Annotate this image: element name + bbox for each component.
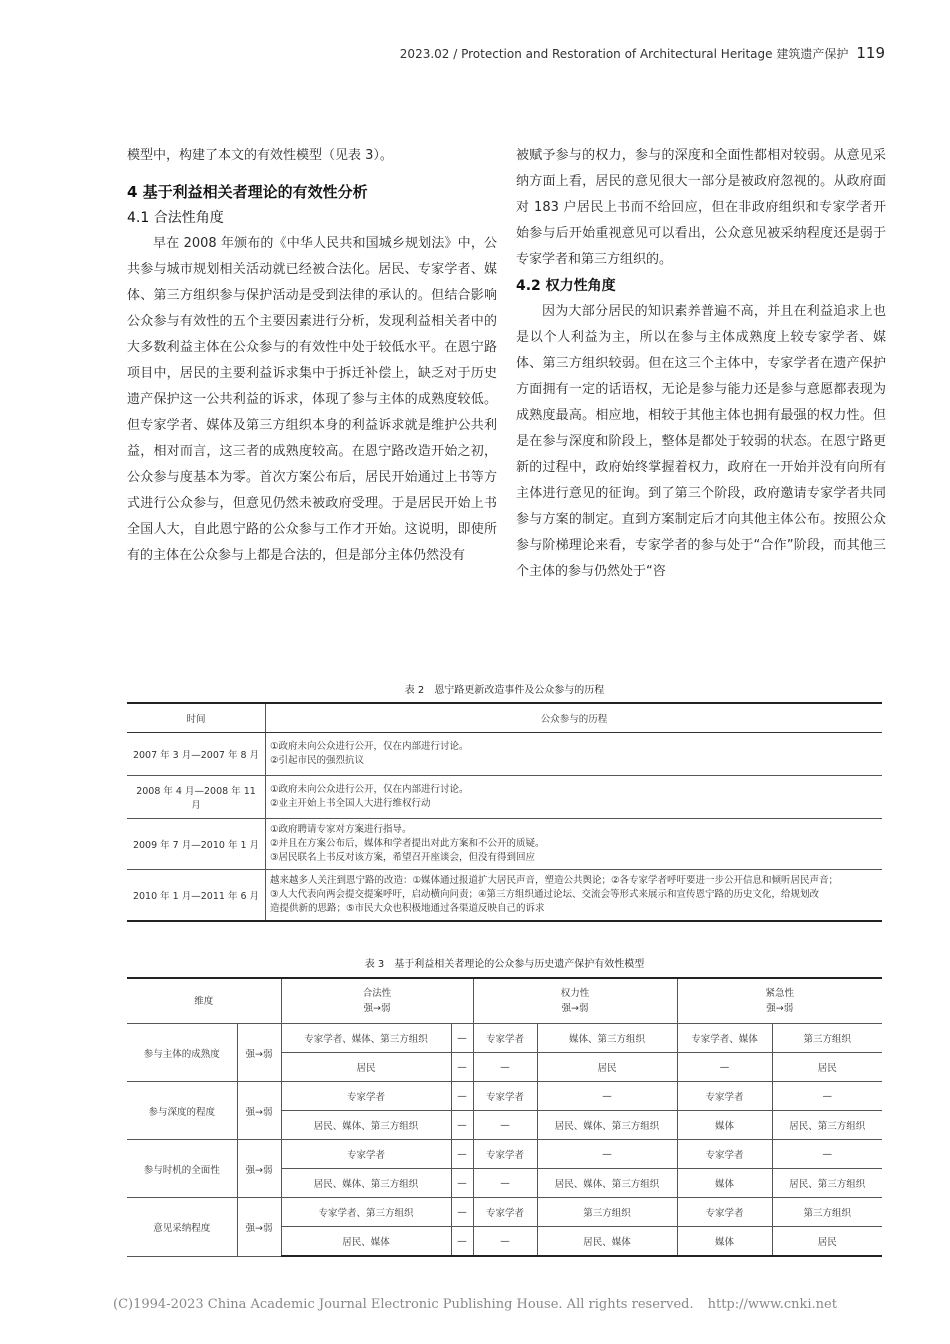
table-cell: — (451, 1227, 473, 1257)
copyright-footer (0, 1297, 950, 1312)
subsection-heading: 4.2 权力性角度 (516, 278, 616, 294)
table3 (127, 977, 882, 1257)
direction-cell: 强→弱 (237, 1140, 281, 1198)
table2 (127, 702, 882, 922)
event-line: ③人大代表向两会提交提案呼吁，启动横向问责；④第三方组织通过论坛、交流会等形式来展示和宣传恩宁路的历史文化，给规划改 (270, 889, 820, 900)
subsection-heading: 4.1 合法性角度 (127, 210, 224, 226)
direction-cell: 强→弱 (237, 1024, 281, 1082)
event-line: ③居民联名上书反对该方案，希望召开座谈会，但没有得到回应 (270, 852, 536, 863)
table-row (127, 733, 882, 776)
dimension-cell: 意见采纳程度 (127, 1198, 237, 1257)
table-cell: 居民、第三方组织 (772, 1111, 882, 1140)
table-cell: 专家学者 (281, 1082, 451, 1111)
table-cell: 专家学者 (473, 1082, 537, 1111)
cnki-link[interactable]: http://www.cnki.net (707, 1297, 837, 1312)
table-cell: 媒体 (677, 1169, 772, 1198)
event-line: 造提供新的思路；⑤市民大众也积极地通过各渠道反映自己的诉求 (270, 903, 545, 914)
direction-cell: 强→弱 (237, 1198, 281, 1257)
table-cell: 媒体、第三方组织 (537, 1024, 677, 1053)
column-header: 公众参与的历程 (266, 703, 883, 733)
table-cell: — (451, 1082, 473, 1111)
table-cell: 居民、媒体 (281, 1227, 451, 1257)
paragraph: 模型中，构建了本文的有效性模型（见表 3）。 (127, 148, 393, 163)
table-header-row (127, 978, 882, 1024)
left-column (127, 143, 497, 569)
dimension-cell: 参与主体的成熟度 (127, 1024, 237, 1082)
event-line: 越来越多人关注到恩宁路的改造：①媒体通过报道扩大居民声音，塑造公共舆论；②各专家学者呼吁要进一步公开信息和倾听居民声音； (270, 875, 839, 886)
time-cell: 2007 年 3 月—2007 年 8 月 (127, 733, 266, 776)
table-cell: — (537, 1082, 677, 1111)
table-cell: 第三方组织 (772, 1198, 882, 1227)
column-header: 时间 (127, 703, 266, 733)
table-cell: 居民、媒体、第三方组织 (281, 1169, 451, 1198)
event-line: ①政府未向公众进行公开，仅在内部进行讨论。 (270, 741, 469, 752)
direction-cell: 强→弱 (237, 1082, 281, 1140)
table-cell: — (772, 1140, 882, 1169)
table2-caption: 表 2 恩宁路更新改造事件及公众参与的历程 (404, 685, 605, 696)
table-cell: — (451, 1111, 473, 1140)
table-cell: 专家学者 (677, 1140, 772, 1169)
events-cell (266, 819, 883, 870)
table-cell: 媒体 (677, 1227, 772, 1257)
events-cell (266, 733, 883, 776)
time-cell: 2008 年 4 月—2008 年 11 月 (127, 776, 266, 819)
event-line: ①政府未向公众进行公开，仅在内部进行讨论。 (270, 784, 469, 795)
event-line: ②并且在方案公布后，媒体和学者提出对此方案和不公开的质疑。 (270, 838, 545, 849)
event-line: ②业主开始上书全国人大进行维权行动 (270, 798, 431, 809)
table-cell: 居民、媒体 (537, 1227, 677, 1257)
group-header-power: 权力性 强→弱 (473, 978, 677, 1024)
table-cell: 居民 (281, 1053, 451, 1082)
table-cell: 专家学者 (677, 1082, 772, 1111)
table-cell: 媒体 (677, 1111, 772, 1140)
table-cell: — (451, 1169, 473, 1198)
table3-caption: 表 3 基于利益相关者理论的公众参与历史遗产保护有效性模型 (364, 959, 645, 970)
copyright-text: (C)1994-2023 China Academic Journal Electronic Publishing House. All rights reserved. (113, 1297, 694, 1312)
table-cell: 专家学者、第三方组织 (281, 1198, 451, 1227)
table-cell: 第三方组织 (537, 1198, 677, 1227)
group-header-legality: 合法性 强→弱 (281, 978, 473, 1024)
right-column (516, 143, 886, 585)
table-cell: — (772, 1082, 882, 1111)
table-header-row (127, 703, 882, 733)
table-row (127, 870, 882, 922)
table-row (127, 819, 882, 870)
table-cell: — (677, 1053, 772, 1082)
paragraph: 早在 2008 年颁布的《中华人民共和国城乡规划法》中，公共参与城市规划相关活动就已经被合法化。居民、专家学者、媒体、第三方组织参与保护活动是受到法律的承认的。但结合影响公众参与有效性的五个主要因素进行分析，发现利益相关者中的大多数利益主体在公众参与的有效性中处于较低水平。在恩宁路项目中，居民的主要利益诉求集中于拆迁补偿上，缺乏对于历史遗产保护这一公共利益的诉求，体现了参与主体的成熟度较低。但专家学者、媒体及第三方组织本身的利益诉求就是维护公共利益，相对而言，这三者的成熟度较高。在恩宁路改造开始之初，公众参与度基本为零。首次方案公布后，居民开始通过上书等方式进行公众参与，但意见仍然未被政府受理。于是居民开始上书全国人大，自此恩宁路的公众参与工作才开始。这说明，即使所有的主体在公众参与上都是合法的，但是部分主体仍然没有 (127, 236, 497, 563)
running-header (300, 44, 885, 62)
dimension-cell: 参与时机的全面性 (127, 1140, 237, 1198)
table-cell: 专家学者 (281, 1140, 451, 1169)
section-heading: 4 基于利益相关者理论的有效性分析 (127, 183, 368, 201)
dimension-cell: 参与深度的程度 (127, 1082, 237, 1140)
table-row (127, 776, 882, 819)
table-cell: 居民、媒体、第三方组织 (281, 1111, 451, 1140)
table-cell: 专家学者 (473, 1024, 537, 1053)
journal-title: 2023.02 / Protection and Restoration of Architectural Heritage 建筑遗产保护 (399, 47, 849, 61)
table-cell: — (473, 1227, 537, 1257)
time-cell: 2010 年 1 月—2011 年 6 月 (127, 870, 266, 922)
table-cell: 专家学者、媒体 (677, 1024, 772, 1053)
paragraph: 被赋予参与的权力，参与的深度和全面性都相对较弱。从意见采纳方面上看，居民的意见很大一部分是被政府忽视的。从政府面对 183 户居民上书而不给回应，但在非政府组织和专家学者开始参与后开始重视意见可以看出，公众意见被采纳程度还是弱于专家学者和第三方组织的。 (516, 148, 886, 267)
table-cell: 专家学者 (473, 1140, 537, 1169)
table-cell: — (451, 1140, 473, 1169)
table-cell: 居民、媒体、第三方组织 (537, 1111, 677, 1140)
table-row (127, 1024, 882, 1053)
events-cell (266, 776, 883, 819)
table-cell: 居民 (772, 1053, 882, 1082)
table-cell: — (451, 1198, 473, 1227)
table-cell: 专家学者、媒体、第三方组织 (281, 1024, 451, 1053)
table-cell: 居民 (772, 1227, 882, 1257)
table-cell: — (473, 1111, 537, 1140)
event-line: ②引起市民的强烈抗议 (270, 755, 365, 766)
group-header-urgency: 紧急性 强→弱 (677, 978, 882, 1024)
time-cell: 2009 年 7 月—2010 年 1 月 (127, 819, 266, 870)
events-cell (266, 870, 883, 922)
table-row (127, 1082, 882, 1111)
table-cell: 居民 (537, 1053, 677, 1082)
table-cell: — (537, 1140, 677, 1169)
dimension-header: 维度 (127, 978, 281, 1024)
table-cell: 居民、媒体、第三方组织 (537, 1169, 677, 1198)
page-number: 119 (856, 44, 885, 62)
table-cell: — (473, 1169, 537, 1198)
table-cell: 专家学者 (677, 1198, 772, 1227)
table-cell: 专家学者 (473, 1198, 537, 1227)
paragraph: 因为大部分居民的知识素养普遍不高，并且在利益追求上也是以个人利益为主，所以在参与主体成熟度上较专家学者、媒体、第三方组织较弱。但在这三个主体中，专家学者在遗产保护方面拥有一定的话语权，无论是参与能力还是参与意愿都表现为成熟度最高。相应地，相较于其他主体也拥有最强的权力性。但是在参与深度和阶段上，整体是都处于较弱的状态。在恩宁路更新的过程中，政府始终掌握着权力，政府在一开始并没有向所有主体进行意见的征询。到了第三个阶段，政府邀请专家学者共同参与方案的制定。直到方案制定后才向其他主体公布。按照公众参与阶梯理论来看，专家学者的参与处于“合作”阶段，而其他三个主体的参与仍然处于“咨 (516, 304, 886, 579)
table-cell: — (473, 1053, 537, 1082)
table-cell: 第三方组织 (772, 1024, 882, 1053)
table-row (127, 1198, 882, 1227)
event-line: ①政府聘请专家对方案进行指导。 (270, 824, 412, 835)
table-cell: — (451, 1024, 473, 1053)
table-cell: 居民、第三方组织 (772, 1169, 882, 1198)
table-cell: — (451, 1053, 473, 1082)
table-row (127, 1140, 882, 1169)
